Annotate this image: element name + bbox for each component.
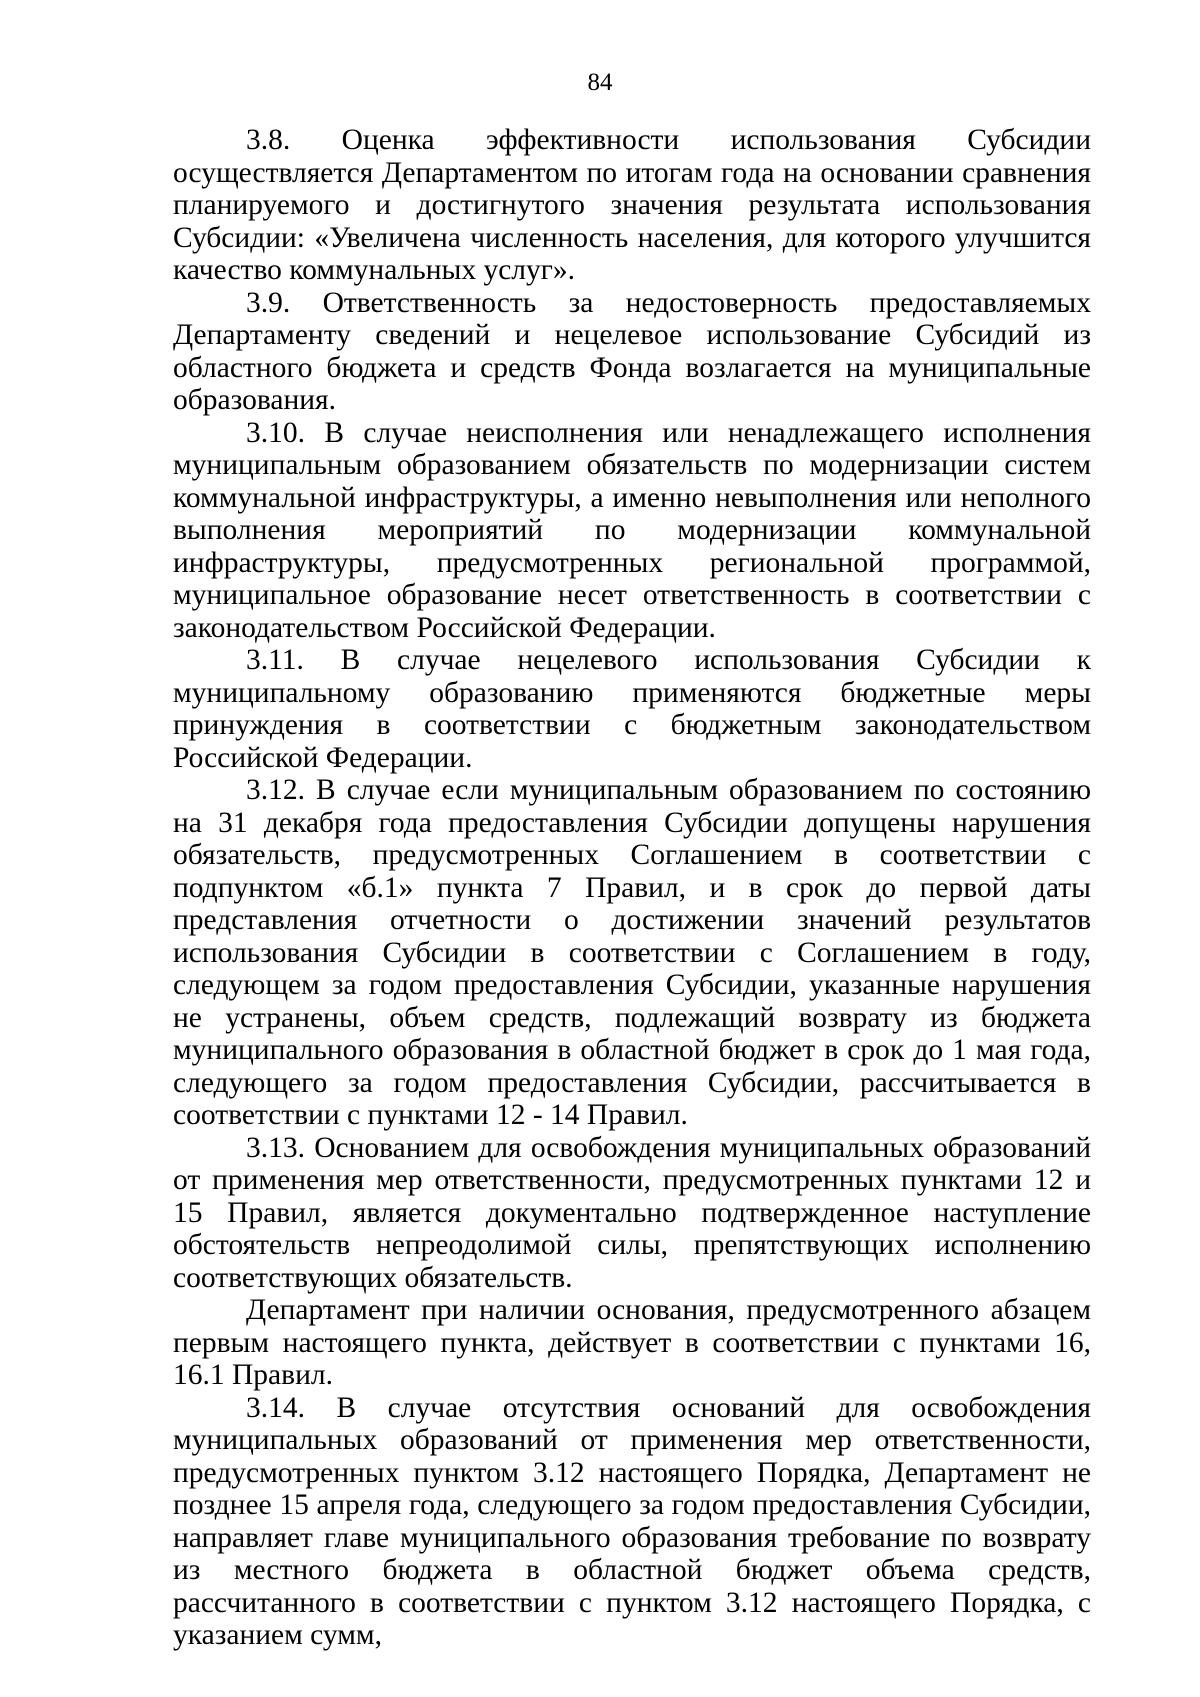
page-number: 84 bbox=[587, 69, 613, 96]
paragraph-3-11: 3.11. В случае нецелевого использования Субсидии к муниципальному образованию применяются бюджетные меры принуждения в соответствии с бюджетным законодательством Российской Федерации. bbox=[173, 644, 1091, 774]
paragraph-3-9: 3.9. Ответственность за недостоверность предоставляемых Департаменту сведений и нецелевое использование Субсидий из областного бюджета и средств Фонда возлагается на муниципальные образования. bbox=[173, 286, 1091, 416]
paragraph-3-13-department: Департамент при наличии основания, предусмотренного абзацем первым настоящего пункта, действует в соответствии с пунктами 16, 16.1 Правил. bbox=[173, 1294, 1091, 1391]
paragraph-3-10: 3.10. В случае неисполнения или ненадлежащего исполнения муниципальным образованием обязательств по модернизации систем коммунальной инфраструктуры, а именно невыполнения или неполного выполнения мероприятий по модернизации коммунальной инфраструктуры, предусмотренных региональной программой, муниципальное образование несет ответственность в соответствии с законодательством Российской Федерации. bbox=[173, 416, 1091, 644]
document-body bbox=[173, 124, 1091, 1652]
paragraph-3-14: 3.14. В случае отсутствия оснований для освобождения муниципальных образований от применения мер ответственности, предусмотренных пунктом 3.12 настоящего Порядка, Департамент не позднее 15 апреля года, следующего за годом предоставления Субсидии, направляет главе муниципального образования требование по возврату из местного бюджета в областной бюджет объема средств, рассчитанного в соответствии с пунктом 3.12 настоящего Порядка, с указанием сумм, bbox=[173, 1391, 1091, 1651]
paragraph-3-12: 3.12. В случае если муниципальным образованием по состоянию на 31 декабря года предоставления Субсидии допущены нарушения обязательств, предусмотренных Соглашением в соответствии с подпунктом «б.1» пункта 7 Правил, и в срок до первой даты представления отчетности о достижении значений результатов использования Субсидии в соответствии с Соглашением в году, следующем за годом предоставления Субсидии, указанные нарушения не устранены, объем средств, подлежащий возврату из бюджета муниципального образования в областной бюджет в срок до 1 мая года, следующего за годом предоставления Субсидии, рассчитывается в соответствии с пунктами 12 - 14 Правил. bbox=[173, 774, 1091, 1131]
paragraph-3-13: 3.13. Основанием для освобождения муниципальных образований от применения мер ответственности, предусмотренных пунктами 12 и 15 Правил, является документально подтвержденное наступление обстоятельств непреодолимой силы, препятствующих исполнению соответствующих обязательств. bbox=[173, 1131, 1091, 1294]
paragraph-3-8: 3.8. Оценка эффективности использования Субсидии осуществляется Департаментом по итогам года на основании сравнения планируемого и достигнутого значения результата использования Субсидии: «Увеличена численность населения, для которого улучшится качество коммунальных услуг». bbox=[173, 124, 1091, 286]
